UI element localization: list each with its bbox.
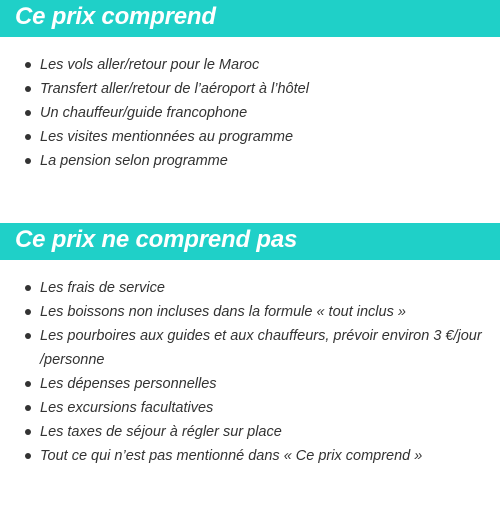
bullet-icon	[25, 333, 31, 339]
included-list	[0, 53, 500, 173]
not-included-section-title: Ce prix ne comprend pas	[15, 226, 298, 253]
bullet-icon	[25, 309, 31, 315]
list-item-text: Un chauffeur/guide francophone	[40, 105, 248, 121]
list-item	[0, 125, 500, 149]
bullet-icon	[25, 86, 31, 92]
list-item	[0, 149, 500, 173]
list-item-text: Transfert aller/retour de l’aéroport à l’hôtel	[40, 81, 309, 97]
bullet-icon	[25, 134, 31, 140]
bullet-icon	[25, 405, 31, 411]
included-section-header	[0, 0, 500, 37]
list-item	[0, 444, 500, 468]
not-included-section-header	[0, 223, 500, 260]
list-item-text: Les frais de service	[40, 280, 165, 296]
list-item	[0, 53, 500, 77]
list-item	[0, 300, 500, 324]
list-item	[0, 324, 500, 372]
bullet-icon	[25, 62, 31, 68]
bullet-icon	[25, 110, 31, 116]
list-item-text: Les taxes de séjour à régler sur place	[40, 424, 282, 440]
list-item	[0, 396, 500, 420]
included-section-title: Ce prix comprend	[15, 3, 216, 30]
bullet-icon	[25, 429, 31, 435]
list-item-text: Les excursions facultatives	[40, 400, 214, 416]
list-item	[0, 101, 500, 125]
list-item-text: Les boissons non incluses dans la formule « tout inclus »	[40, 304, 406, 320]
list-item-text: Les visites mentionnées au programme	[40, 129, 294, 145]
list-item-text: La pension selon programme	[40, 153, 228, 169]
list-item	[0, 276, 500, 300]
not-included-list	[0, 276, 500, 468]
list-item	[0, 77, 500, 101]
bullet-icon	[25, 158, 31, 164]
list-item-text: Les vols aller/retour pour le Maroc	[40, 57, 260, 73]
bullet-icon	[25, 453, 31, 459]
bullet-icon	[25, 285, 31, 291]
list-item	[0, 420, 500, 444]
list-item-text: Les dépenses personnelles	[40, 376, 217, 392]
list-item-text: Tout ce qui n’est pas mentionné dans « Ce prix comprend »	[40, 448, 423, 464]
list-item	[0, 372, 500, 396]
bullet-icon	[25, 381, 31, 387]
list-item-text: Les pourboires aux guides et aux chauffeurs, prévoir environ 3 €/jour /personne	[40, 328, 482, 368]
